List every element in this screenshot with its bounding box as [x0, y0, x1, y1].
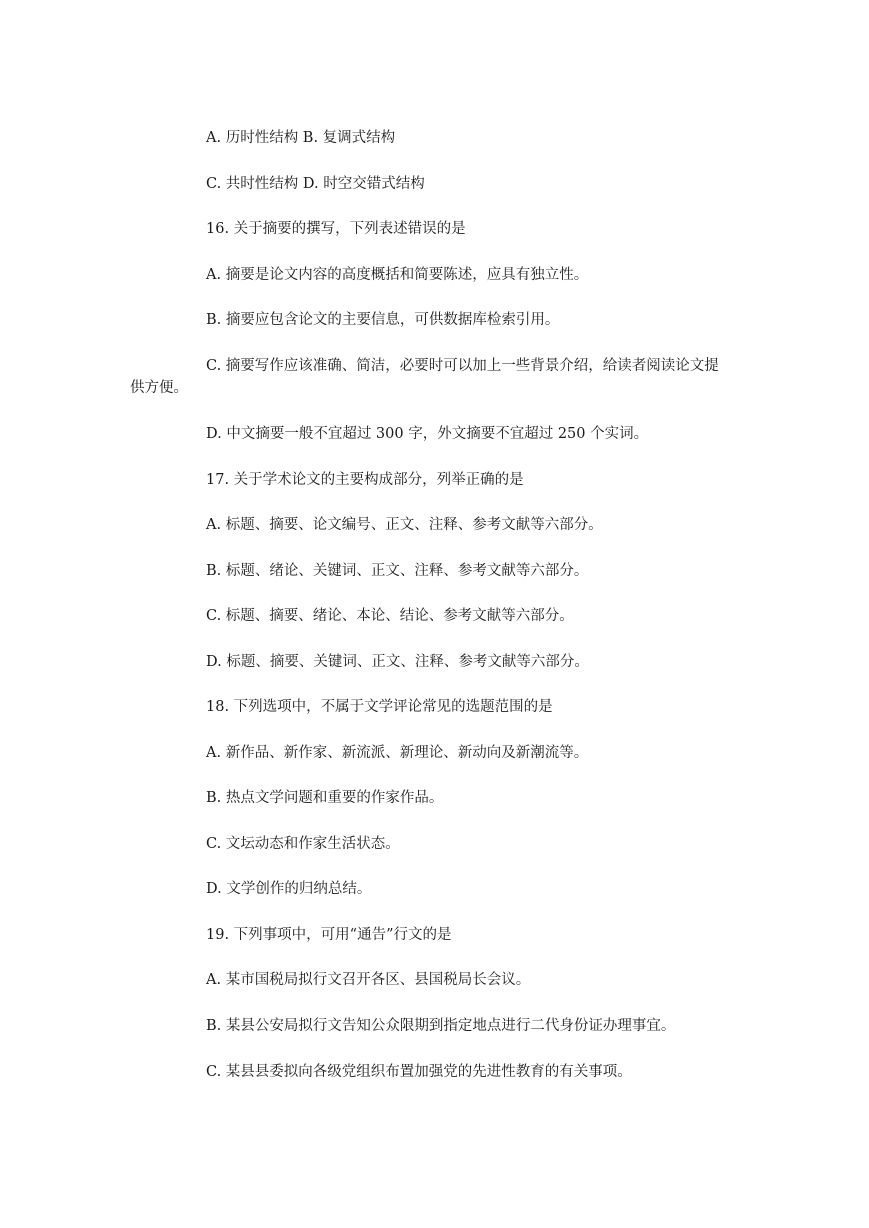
q17-option-d: D. 标题、摘要、关键词、正文、注释、参考文献等六部分。 [206, 654, 589, 670]
q16-stem: 16. 关于摘要的撰写，下列表述错误的是 [206, 221, 466, 237]
q17-option-b: B. 标题、绪论、关键词、正文、注释、参考文献等六部分。 [206, 563, 589, 579]
q18-stem: 18. 下列选项中，不属于文学评论常见的选题范围的是 [206, 699, 553, 715]
q18-option-d: D. 文学创作的归纳总结。 [206, 881, 372, 897]
q19-option-b: B. 某县公安局拟行文告知公众限期到指定地点进行二代身份证办理事宜。 [206, 1018, 676, 1034]
q18-option-c: C. 文坛动态和作家生活状态。 [206, 836, 400, 852]
q19-option-a: A. 某市国税局拟行文召开各区、县国税局长会议。 [206, 972, 531, 988]
q15-options-cd: C. 共时性结构 D. 时空交错式结构 [206, 176, 425, 192]
q15-options-ab: A. 历时性结构 B. 复调式结构 [206, 130, 396, 146]
q16-option-c-line1: C. 摘要写作应该准确、简洁，必要时可以加上一些背景介绍，给读者阅读论文提 [206, 358, 719, 374]
q17-stem: 17. 关于学术论文的主要构成部分，列举正确的是 [206, 472, 524, 488]
q16-option-c-line2: 供方便。 [130, 380, 188, 396]
q18-option-a: A. 新作品、新作家、新流派、新理论、新动向及新潮流等。 [206, 745, 589, 761]
q18-option-b: B. 热点文学问题和重要的作家作品。 [206, 790, 444, 806]
q16-option-b: B. 摘要应包含论文的主要信息，可供数据库检索引用。 [206, 312, 560, 328]
q19-option-c: C. 某县县委拟向各级党组织布置加强党的先进性教育的有关事项。 [206, 1064, 632, 1080]
q17-option-a: A. 标题、摘要、论文编号、正文、注释、参考文献等六部分。 [206, 517, 603, 533]
q19-stem: 19. 下列事项中，可用“通告”行文的是 [206, 927, 452, 943]
q17-option-c: C. 标题、摘要、绪论、本论、结论、参考文献等六部分。 [206, 608, 574, 624]
q16-option-d: D. 中文摘要一般不宜超过 300 字，外文摘要不宜超过 250 个实词。 [206, 426, 649, 442]
q16-option-a: A. 摘要是论文内容的高度概括和简要陈述，应具有独立性。 [206, 267, 589, 283]
